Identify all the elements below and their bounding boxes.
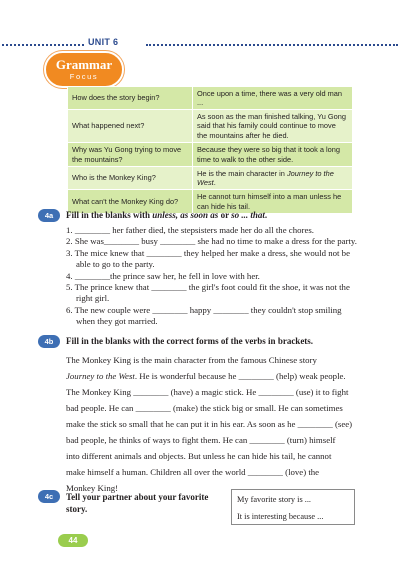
list-item — [66, 282, 357, 293]
item-text: ________the prince saw her, he fell in love with her. — [74, 270, 260, 281]
item-number: 5. — [66, 282, 73, 293]
list-item — [66, 259, 357, 270]
unit-label: UNIT 6 — [88, 37, 119, 47]
list-item — [66, 316, 357, 327]
item-number: 2. — [66, 236, 73, 247]
item-text: when they got married. — [76, 316, 158, 327]
paragraph-line: make himself a human. Children all over the world ________ (love) the — [66, 467, 320, 477]
paragraph-line: The Monkey King is the main character from the famous Chinese story — [66, 355, 317, 365]
heading-italic: unless, as soon as — [152, 210, 219, 220]
item-text: The new couple were ________ happy ________ they couldn't stop smiling — [74, 304, 342, 315]
paragraph-line: make the stick so small that he can put it in his ear. As soon as he ________ (see) — [66, 419, 353, 429]
list-item — [66, 271, 357, 282]
sentence-starter-box — [231, 489, 355, 525]
section-4a-heading — [66, 210, 267, 220]
paragraph-line: into different animals and objects. But unless he can hide his tail, he cannot — [66, 451, 332, 461]
table-answer: Because they were so big that it took a long time to walk to the other side. — [193, 143, 353, 167]
item-number: 1. — [66, 225, 73, 235]
item-text: She was________ busy ________ she had no time to make a dress for the party. — [74, 236, 357, 247]
paragraph-line — [66, 368, 358, 384]
heading-text: Fill in the blanks with — [66, 210, 153, 220]
table-row — [68, 143, 353, 167]
paragraph-line: Monkey King! — [66, 483, 119, 493]
table-row — [68, 110, 353, 143]
paragraph-line: bad people, he thinks of ways to fight them. He can ________ (turn) himself — [66, 435, 336, 445]
section-4c-heading — [66, 491, 208, 515]
table-question: What can't the Monkey King do? — [68, 190, 193, 214]
list-item — [66, 293, 357, 304]
item-text: ________ her father died, the stepsisters made her do all the chores. — [74, 225, 314, 235]
grammar-focus-badge — [44, 51, 124, 88]
table-answer: He cannot turn himself into a man unless he can hide his tail. — [193, 190, 353, 214]
exercise-4a-list — [66, 225, 357, 328]
header-dots-right — [146, 44, 398, 46]
list-item — [66, 236, 357, 247]
line-text: . He is wonderful because he ________ (help) weak people. — [134, 371, 346, 381]
starter-line: It is interesting because ... — [237, 512, 324, 521]
table-question: Who is the Monkey King? — [68, 167, 193, 190]
section-4b-heading: Fill in the blanks with the correct forms of the verbs in brackets. — [66, 336, 314, 346]
heading-text: . — [264, 210, 268, 220]
grammar-table — [67, 86, 353, 214]
table-question: Why was Yu Gong trying to move the mountains? — [68, 143, 193, 167]
section-tag-4c: 4c — [38, 490, 60, 503]
table-answer: As soon as the man finished talking, Yu Gong said that his family could continue to move the mountains after he died. — [193, 110, 353, 143]
item-number: 4. — [66, 270, 73, 281]
starter-line: My favorite story is ... — [237, 495, 311, 504]
table-row — [68, 87, 353, 110]
header-dots-left — [2, 44, 84, 46]
section-tag-4a: 4a — [38, 209, 60, 222]
table-row — [68, 167, 353, 190]
item-text: able to go to the party. — [76, 259, 155, 270]
heading-line: Tell your partner about your favorite — [66, 492, 209, 502]
answer-punct: . — [213, 178, 216, 187]
table-answer — [193, 167, 353, 190]
table-question: What happened next? — [68, 110, 193, 143]
badge-title: Grammar — [55, 57, 113, 72]
item-number: 6. — [66, 304, 73, 315]
book-title: Journey to the West — [66, 371, 135, 381]
heading-line: story. — [66, 504, 88, 514]
paragraph-line: The Monkey King ________ (have) a magic stick. He ________ (use) it to fight — [66, 387, 349, 397]
list-item — [66, 248, 357, 259]
page-number: 44 — [58, 534, 88, 547]
table-answer: Once upon a time, there was a very old man ... — [193, 87, 353, 110]
list-item — [66, 305, 357, 316]
exercise-4b-paragraph — [66, 352, 358, 496]
table-question: How does the story begin? — [68, 87, 193, 110]
heading-italic: so ... that — [231, 210, 265, 220]
item-text: The mice knew that ________ they helped her make a dress, she would not be — [74, 247, 350, 258]
list-item — [66, 225, 357, 236]
answer-text: He is the main character in — [197, 168, 287, 178]
book-title: Journey to the West — [197, 168, 334, 187]
badge-subtitle: Focus — [69, 72, 99, 81]
item-number: 3. — [66, 247, 73, 258]
paragraph-line: bad people. He can ________ (make) the stick big or small. He can sometimes — [66, 403, 343, 413]
item-text: The prince knew that ________ the girl's foot could fit the shoe, it was not the — [74, 282, 350, 293]
item-text: right girl. — [76, 293, 110, 304]
section-tag-4b: 4b — [38, 335, 60, 348]
heading-text: or — [218, 210, 232, 220]
